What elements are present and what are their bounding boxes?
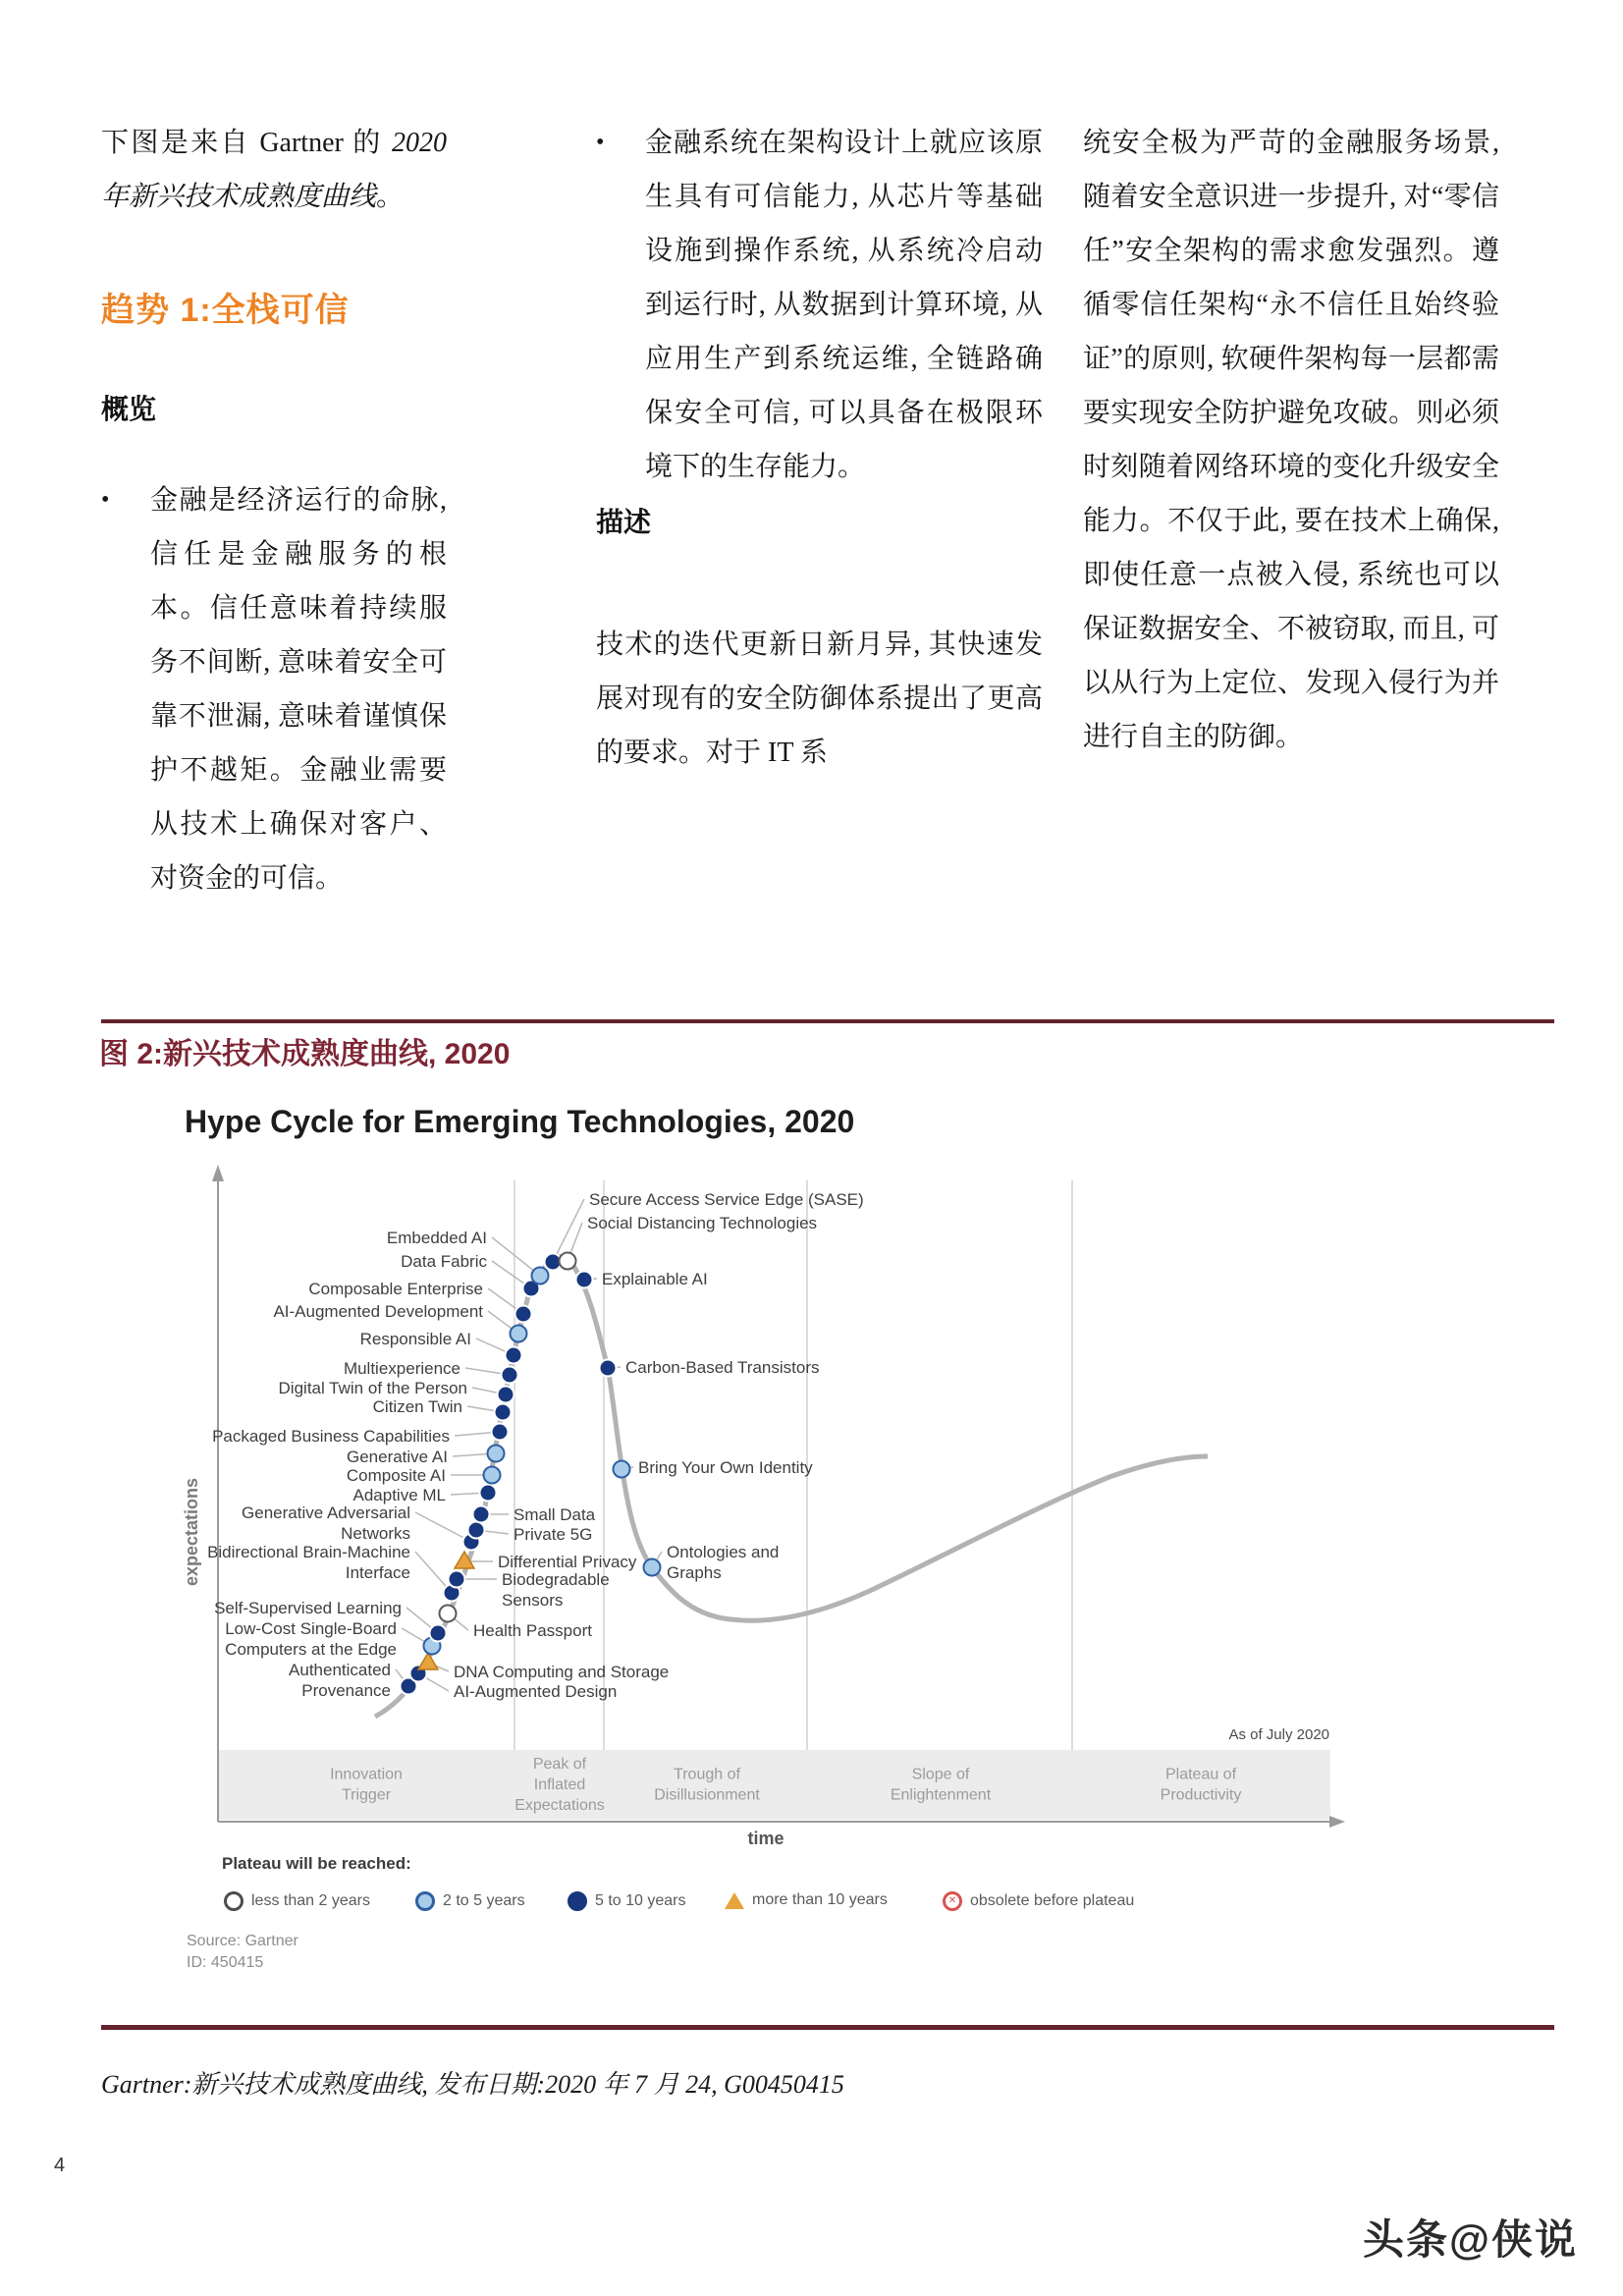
hype-cycle-svg: [98, 1149, 1473, 1852]
legend-label: less than 2 years: [251, 1892, 370, 1909]
leader-line: [415, 1512, 471, 1542]
chart-point-label: Bring Your Own Identity: [638, 1458, 813, 1477]
chart-point-label: Composite AI: [346, 1466, 446, 1485]
chart-point-dark-icon: [515, 1306, 532, 1323]
chart-point-white-icon: [560, 1253, 576, 1270]
chart-point-label: Small Data: [514, 1505, 596, 1524]
x-axis-label: time: [747, 1829, 784, 1848]
chart-point-light-icon: [614, 1461, 630, 1478]
chart-point-dark-icon: [473, 1506, 490, 1523]
chart-point-label: Differential Privacy: [498, 1553, 637, 1571]
legend-triangle-icon: [725, 1892, 744, 1909]
phase-label: Plateau of Productivity: [1160, 1766, 1242, 1804]
chart-point-label: Data Fabric: [401, 1252, 487, 1271]
chart-point-dark-icon: [480, 1485, 497, 1502]
legend-item: [943, 1891, 1134, 1911]
chart-point-label: Packaged Business Capabilities: [212, 1427, 450, 1446]
chart-point-light-icon: [511, 1326, 527, 1342]
legend-label: more than 10 years: [752, 1891, 888, 1908]
chart-point-label: Carbon-Based Transistors: [625, 1358, 820, 1377]
overview-bullet-1-text: 金融是经济运行的命脉, 信任是金融服务的根本。信任意味着持续服务不间断, 意味着安全可靠不泄漏, 意味着谨慎保护不越矩。金融业需要从技术上确保对客户、对资金的可信。: [150, 485, 447, 894]
overview-bullet-2: [596, 116, 1043, 494]
chart-point-dark-icon: [506, 1347, 522, 1364]
legend-obsolete-icon: ✕: [943, 1891, 962, 1911]
description-col2: 技术的迭代更新日新月异, 其快速发展对现有的安全防御体系提出了更高的要求。对于 IT 系: [596, 629, 1043, 768]
chart-point-label: Digital Twin of the Person: [278, 1379, 467, 1397]
chart-point-label: Generative AI: [346, 1448, 448, 1466]
chart-point-label: Multiexperience: [343, 1359, 460, 1378]
phase-label: Trough of Disillusionment: [654, 1766, 760, 1804]
chart-point-dark-icon: [468, 1522, 485, 1539]
legend-item: [725, 1891, 888, 1909]
hype-cycle-figure: [98, 1090, 1473, 2003]
figure-label: 图 2:新兴技术成熟度曲线, 2020: [99, 1038, 511, 1070]
chart-point-label: Ontologies and Graphs: [667, 1543, 780, 1582]
phase-label: Peak of Inflated Expectations: [514, 1756, 605, 1814]
phase-label: Innovation Trigger: [330, 1766, 403, 1804]
chart-point-label: AI-Augmented Design: [454, 1682, 618, 1701]
legend-item: [415, 1891, 525, 1911]
phase-band: [218, 1750, 1330, 1820]
description-heading: 描述: [596, 508, 652, 538]
intro-suffix: 。: [376, 182, 405, 212]
chart-point-label: Generative Adversarial Networks: [242, 1503, 410, 1543]
chart-point-light-icon: [532, 1268, 549, 1285]
chart-point-label: Embedded AI: [386, 1229, 487, 1247]
x-axis-arrow-icon: [1329, 1816, 1345, 1828]
overview-heading: 概览: [101, 395, 157, 425]
chart-point-dark-icon: [430, 1625, 447, 1642]
chart-point-label: Adaptive ML: [352, 1486, 446, 1504]
chart-point-dark-icon: [495, 1404, 512, 1421]
chart-point-label: AI-Augmented Development: [273, 1302, 483, 1321]
chart-point-dark-icon: [600, 1360, 617, 1377]
trend-title: 趋势 1:全栈可信: [101, 292, 350, 329]
as-of-label: As of July 2020: [1228, 1726, 1329, 1743]
chart-point-label: Low-Cost Single-Board Computers at the Edge: [225, 1619, 397, 1659]
figure-bottom-rule: [101, 2025, 1554, 2030]
chart-point-label: DNA Computing and Storage: [454, 1663, 670, 1681]
chart-point-label: Citizen Twin: [372, 1397, 462, 1416]
chart-point-label: Bidirectional Brain-Machine Interface: [207, 1543, 410, 1582]
chart-point-triangle-icon: [418, 1653, 438, 1669]
watermark: 头条@侠说: [1363, 2216, 1578, 2263]
chart-point-label: Private 5G: [514, 1525, 593, 1544]
chart-point-dark-icon: [492, 1424, 509, 1441]
intro-paragraph: [101, 116, 447, 224]
chart-point-light-icon: [644, 1559, 661, 1576]
legend-light-icon: [415, 1891, 435, 1911]
phase-label: Slope of Enlightenment: [890, 1766, 992, 1804]
chart-point-dark-icon: [576, 1272, 593, 1288]
intro-italic: 2020 年新兴技术成熟度曲线: [101, 128, 447, 212]
legend-dark-icon: [568, 1891, 587, 1911]
page-number: 4: [54, 2155, 66, 2176]
figure-top-rule: [101, 1019, 1554, 1023]
legend-white-icon: [224, 1891, 243, 1911]
chart-point-light-icon: [484, 1467, 501, 1484]
column-left: [101, 116, 447, 905]
chart-point-light-icon: [488, 1446, 505, 1462]
chart-point-label: Health Passport: [473, 1621, 592, 1640]
chart-point-dark-icon: [498, 1387, 514, 1403]
y-axis-arrow-icon: [212, 1165, 224, 1181]
chart-source-id: ID: 450415: [187, 1954, 264, 1971]
column-middle: [596, 116, 1043, 780]
overview-bullet-2-text: 金融系统在架构设计上就应该原生具有可信能力, 从芯片等基础设施到操作系统, 从系统冷启动到运行时, 从数据到计算环境, 从应用生产到系统运维, 全链路确保安全可信, 可以具备在极限环境下的生存能力。: [645, 128, 1043, 482]
chart-point-label: Social Distancing Technologies: [587, 1214, 818, 1232]
figure-caption: Gartner:新兴技术成熟度曲线, 发布日期:2020 年 7 月 24, G00450415: [101, 2070, 844, 2099]
legend-item: [224, 1891, 370, 1911]
description-col3: 统安全极为严苛的金融服务场景, 随着安全意识进一步提升, 对“零信任”安全架构的需求愈发强烈。遵循零信任架构“永不信任且始终验证”的原则, 软硬件架构每一层都需要实现安全防护避免攻破。则必须时刻随着网络环境的变化升级安全能力。不仅于此, 要在技术上确保, 即使任意一点被入侵, 系统也可以保证数据安全、不被窃取, 而且, 可以从行为上定位、发现入侵行为并进行自主的防御。: [1083, 128, 1499, 752]
legend-label: obsolete before plateau: [970, 1892, 1135, 1909]
chart-point-label: Explainable AI: [602, 1270, 708, 1288]
chart-source: Source: Gartner: [187, 1933, 298, 1949]
chart-point-label: Composable Enterprise: [308, 1280, 483, 1298]
overview-bullet-1: [101, 473, 447, 905]
chart-point-dark-icon: [449, 1571, 465, 1588]
chart-point-label: Self-Supervised Learning: [214, 1599, 402, 1617]
legend-item: [568, 1891, 686, 1911]
bullet-icon: •: [596, 130, 605, 155]
chart-point-label: Secure Access Service Edge (SASE): [589, 1190, 864, 1209]
intro-prefix: 下图是来自 Gartner 的: [101, 128, 392, 158]
chart-point-label: Authenticated Provenance: [289, 1661, 391, 1700]
chart-point-label: Biodegradable Sensors: [502, 1570, 610, 1610]
chart-point-white-icon: [440, 1606, 457, 1622]
bullet-icon: •: [101, 487, 110, 513]
legend-label: 5 to 10 years: [595, 1892, 686, 1909]
chart-point-dark-icon: [502, 1367, 518, 1384]
y-axis-label: expectations: [182, 1477, 201, 1587]
legend-title: Plateau will be reached:: [222, 1854, 411, 1873]
column-right: [1083, 116, 1499, 764]
chart-point-label: Responsible AI: [359, 1330, 471, 1348]
legend-label: 2 to 5 years: [443, 1892, 525, 1909]
chart-title: Hype Cycle for Emerging Technologies, 2020: [185, 1104, 855, 1139]
